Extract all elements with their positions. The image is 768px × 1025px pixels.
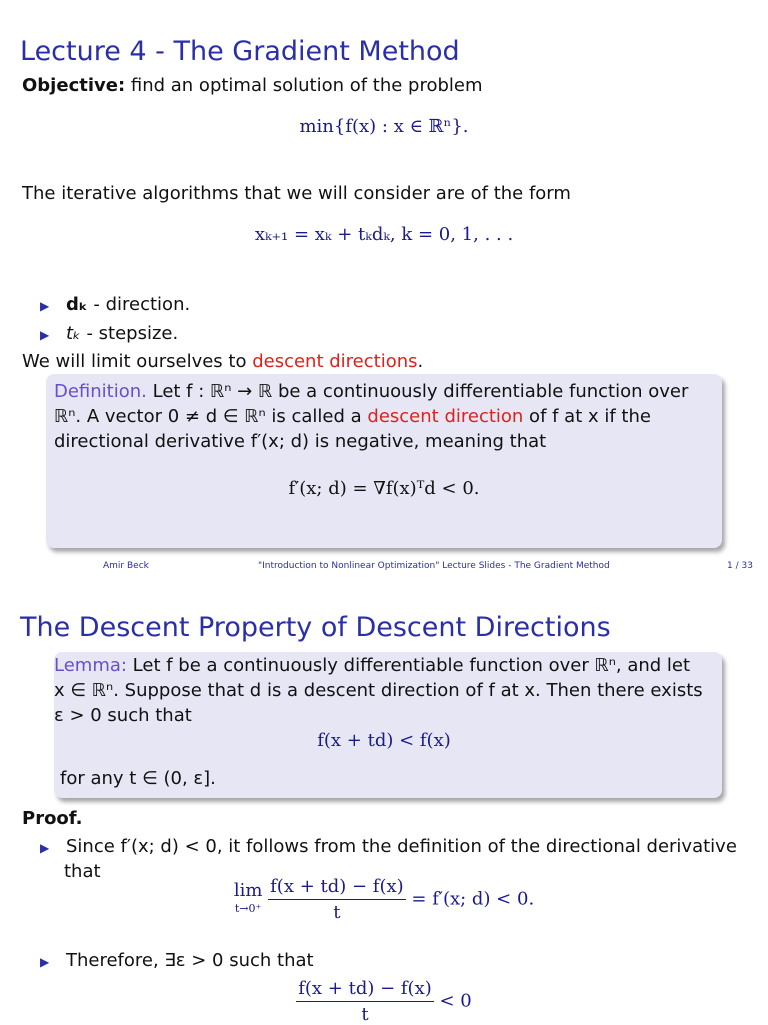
- limit-equation: [0, 876, 768, 923]
- limit-rhs: = f′(x; d) < 0.: [411, 888, 535, 910]
- problem-equation: min{f(x) : x ∈ ℝⁿ}.: [299, 116, 469, 137]
- slide1-title: Lecture 4 - The Gradient Method: [20, 36, 460, 67]
- lim-subscript: t→0⁺: [234, 901, 262, 915]
- proof-heading: Proof.: [22, 808, 83, 829]
- lemma-text: Let f be a continuously differentiable function over ℝⁿ, and let: [126, 655, 691, 676]
- fraction-denominator: t: [333, 902, 341, 923]
- descent-directions-highlight: descent directions: [252, 351, 418, 372]
- limit-text-end: .: [417, 351, 424, 372]
- bullet-symbol: dₖ: [66, 294, 88, 315]
- lemma-line4: for any t ∈ (0, ε].: [60, 768, 216, 789]
- bullet-text: - direction.: [87, 294, 191, 315]
- triangle-bullet-icon: ▶: [40, 841, 50, 855]
- triangle-bullet-icon: ▶: [40, 955, 50, 969]
- proof-bullet-1: [40, 834, 750, 861]
- proof-text: Therefore, ∃ε > 0 such that: [66, 950, 314, 971]
- list-item: [40, 321, 178, 348]
- definition-line1: [54, 379, 718, 404]
- proof-bullet-1-cont: that: [64, 861, 101, 882]
- fraction-denominator: t: [361, 1004, 369, 1025]
- fraction-numerator: f(x + td) − f(x): [296, 978, 434, 1002]
- lemma-line2: x ∈ ℝⁿ. Suppose that d is a descent direction of f at x. Then there exists: [54, 680, 703, 701]
- proof-bullet-2: [40, 948, 314, 975]
- definition-text: ℝⁿ. A vector 0 ≠ d ∈ ℝⁿ is called a: [54, 406, 368, 427]
- bullet-symbol: tₖ: [66, 323, 81, 344]
- lemma-box: [54, 652, 722, 798]
- definition-equation: f′(x; d) = ∇f(x)ᵀd < 0.: [288, 478, 480, 499]
- objective-line: [22, 73, 483, 98]
- lemma-label: Lemma:: [54, 655, 127, 676]
- lemma-line3: ε > 0 such that: [54, 705, 192, 726]
- proof-label: [22, 806, 83, 831]
- slide2-title: The Descent Property of Descent Directions: [20, 612, 611, 643]
- list-item: [40, 292, 190, 319]
- footer-author: Amir Beck: [103, 561, 149, 571]
- difference-quotient: [296, 978, 434, 1025]
- definition-line3: directional derivative f′(x; d) is negative, meaning that: [54, 431, 547, 452]
- triangle-bullet-icon: ▶: [40, 328, 50, 342]
- footer-course: "Introduction to Nonlinear Optimization" Lecture Slides - The Gradient Method: [258, 561, 610, 571]
- limit-line: [22, 349, 423, 374]
- fraction-numerator: f(x + td) − f(x): [268, 876, 406, 900]
- bullet-text: - stepsize.: [80, 323, 179, 344]
- limit-operator: [233, 879, 263, 918]
- definition-text: of f at x if the: [523, 406, 651, 427]
- limit-text: We will limit ourselves to: [22, 351, 253, 372]
- definition-line2: [54, 404, 718, 429]
- lemma-equation: f(x + td) < f(x): [317, 730, 451, 751]
- objective-label: Objective:: [22, 75, 126, 96]
- iteration-equation: xₖ₊₁ = xₖ + tₖdₖ, k = 0, 1, . . .: [254, 224, 514, 245]
- inequality-rhs: < 0: [439, 990, 472, 1012]
- lemma-line1: [54, 653, 714, 678]
- definition-box: [46, 374, 722, 548]
- objective-text: find an optimal solution of the problem: [125, 75, 483, 96]
- footer-page: 1 / 33: [727, 561, 753, 571]
- difference-quotient: [268, 876, 406, 923]
- triangle-bullet-icon: ▶: [40, 299, 50, 313]
- quotient-inequality: [0, 978, 768, 1025]
- proof-text: Since f′(x; d) < 0, it follows from the definition of the directional derivative: [66, 836, 737, 857]
- definition-label: Definition.: [54, 381, 147, 402]
- definition-text: Let f : ℝⁿ → ℝ be a continuously differentiable function over: [146, 381, 689, 402]
- iterative-text: The iterative algorithms that we will consider are of the form: [22, 183, 571, 204]
- descent-direction-term: descent direction: [367, 406, 524, 427]
- lim-word: lim: [233, 879, 263, 901]
